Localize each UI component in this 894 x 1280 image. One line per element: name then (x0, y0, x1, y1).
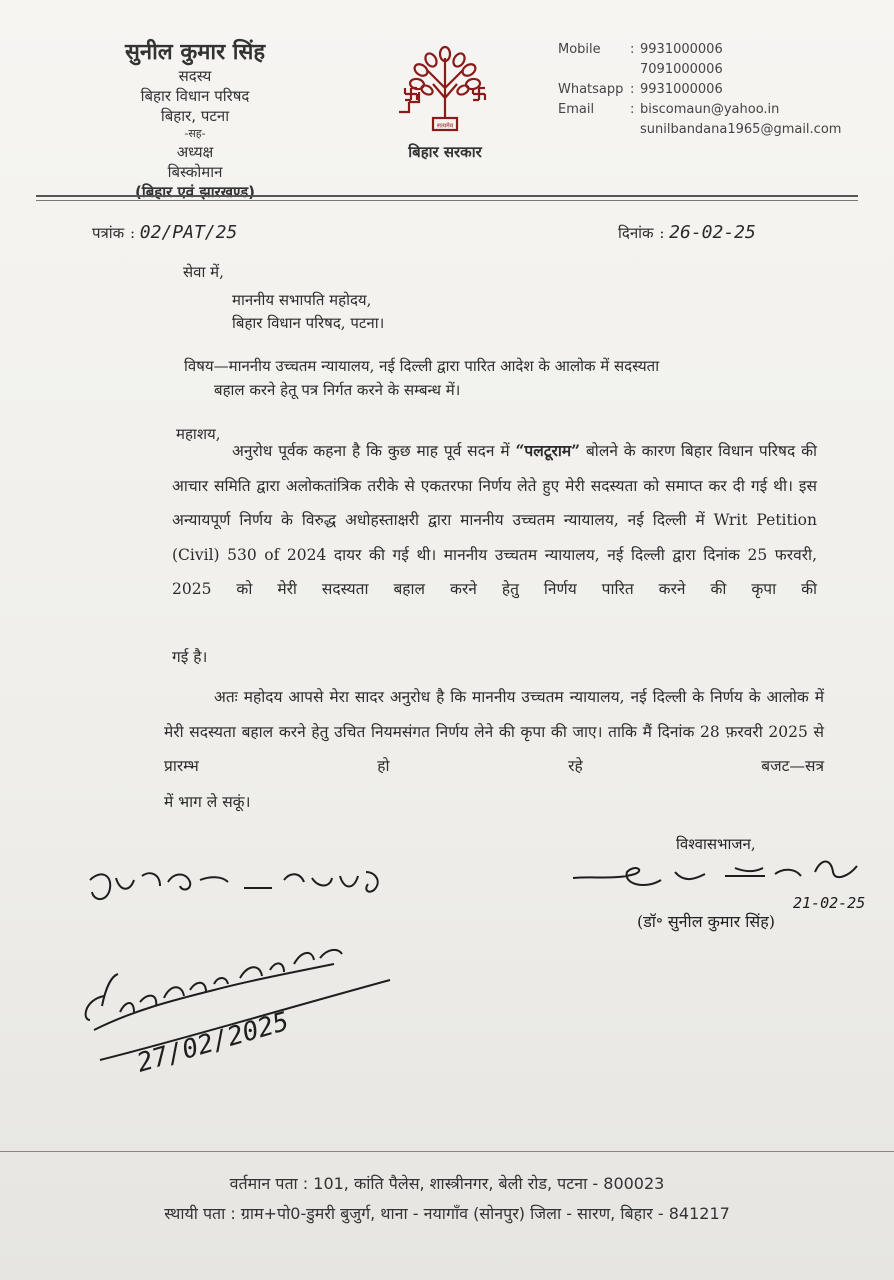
contact-label: Mobile (558, 42, 601, 57)
body-paragraph-2: अतः महोदय आपसे मेरा सादर अनुरोध है कि माननीय उच्चतम न्यायालय, नई दिल्ली के निर्णय के आलोक में मेरी सदस्यता बहाल करने हेतु उचित नियमसंगत निर्णय लेने की कृपा की जाए। ताकि मैं दिनांक 28 फ़रवरी 2025 से प्रारम्भ हो रहे बजट—सत्र (164, 688, 824, 776)
contact-sep: : (630, 42, 635, 57)
reference-value: 02/PAT/25 (139, 222, 238, 243)
contact-value: 9931000006 (640, 42, 723, 57)
contact-sep: : (630, 82, 635, 97)
sender-title-chairman: अध्यक्ष (176, 143, 214, 161)
body-paragraph-1 (172, 434, 817, 607)
emblem-box-text: सत्यमेव (436, 122, 454, 130)
footer-current-address: वर्तमान पता : 101, कांति पैलेस, शास्त्रीनगर, बेली रोड, पटना - 800023 (229, 1174, 665, 1193)
contact-label (558, 120, 630, 140)
emblem-caption: बिहार सरकार (408, 143, 482, 161)
contact-row (558, 60, 841, 80)
sender-title-place: बिहार, पटना (160, 107, 230, 125)
receiver-signature (80, 940, 410, 1090)
contact-value: sunilbandana1965@gmail.com (640, 122, 842, 137)
contact-label: Email (558, 102, 595, 117)
sender-title-with: -सह- (184, 127, 206, 140)
contact-row (558, 120, 841, 140)
header-divider-thin (36, 200, 858, 201)
closing-text: विश्वासभाजन, (676, 835, 756, 853)
footer-permanent-address: स्थायी पता : ग्राम+पो0-डुमरी बुजुर्ग, थाना - नयागाँव (सोनपुर) जिला - सारण, बिहार - 841217 (164, 1204, 730, 1223)
sender-name: सुनील कुमार सिंह (124, 40, 265, 65)
contact-label: Whatsapp (558, 82, 624, 97)
contact-value: 9931000006 (640, 82, 723, 97)
bodhi-tree-emblem-icon (397, 40, 493, 136)
subject-line-2: बहाल करने हेतू पत्र निर्गत करने के सम्बन्ध में। (214, 381, 461, 399)
greeting: महाशय, (176, 425, 221, 443)
contact-row (558, 100, 841, 120)
date-value: 26-02-25 (669, 222, 756, 243)
contact-row (558, 40, 841, 60)
date-label: दिनांक (618, 224, 654, 242)
letterhead-sender (60, 36, 330, 202)
sender-title-region: (बिहार एवं झारखण्ड) (134, 183, 255, 201)
contact-label (558, 60, 630, 80)
contact-sep: : (630, 102, 635, 117)
bihar-emblem (390, 40, 500, 162)
sender-title-council: बिहार विधान परिषद (140, 87, 250, 105)
reference-label: पत्रांक (92, 224, 125, 242)
sender-title-org: बिस्कोमान (167, 163, 223, 181)
subject-line-1: विषय—माननीय उच्चतम न्यायालय, नई दिल्ली द्वारा पारित आदेश के आलोक में सदस्यता (184, 357, 660, 375)
signatory-name: (डॉ॰ सुनील कुमार सिंह) (637, 912, 775, 931)
body-p1-rest: बोलने के कारण बिहार विधान परिषद की आचार समिति द्वारा अलोकतांत्रिक तरीके से एकतरफा निर्णय लेते हुए मेरी सदस्यता को समाप्त कर दी गई थी। इस अन्यायपूर्ण निर्णय के विरुद्ध अधोहस्ताक्षरी द्वारा माननीय उच्चतम न्यायालय, नई दिल्ली में Writ Petition (Civil) 530 of 2024 दायर की गई थी। माननीय उच्चतम न्यायालय, नई दिल्ली द्वारा दिनांक 25 फरवरी, 2025 को मेरी सदस्यता बहाल करने हेतु निर्णय पारित करने की कृपा की (172, 442, 817, 599)
contact-row (558, 80, 841, 100)
reference-number: पत्रांक : 02/PAT/25 (92, 222, 238, 243)
contact-value: 7091000006 (640, 62, 723, 77)
body-p2-last: में भाग ले सकूं। (164, 793, 251, 811)
signature-date: 21-02-25 (793, 894, 866, 912)
body-p1-last: गई है। (172, 648, 208, 666)
header-divider (36, 195, 858, 197)
sender-title-member: सदस्य (178, 67, 212, 85)
address-office: बिहार विधान परिषद, पटना। (232, 314, 385, 332)
address-recipient: माननीय सभापति महोदय, (232, 291, 372, 309)
contact-block (558, 40, 841, 140)
received-date: 27/02/2025 (133, 1006, 293, 1079)
letter-date: दिनांक : 26-02-25 (618, 222, 756, 243)
body-p1-start: अनुरोध पूर्वक कहना है कि कुछ माह पूर्व सदन में (232, 442, 516, 460)
handwritten-note (84, 860, 414, 920)
footer-divider (0, 1151, 894, 1152)
contact-value: biscomaun@yahoo.in (640, 102, 780, 117)
address-salutation: सेवा में, (183, 263, 224, 281)
body-p1-bold: “पलटूराम” (515, 441, 581, 460)
